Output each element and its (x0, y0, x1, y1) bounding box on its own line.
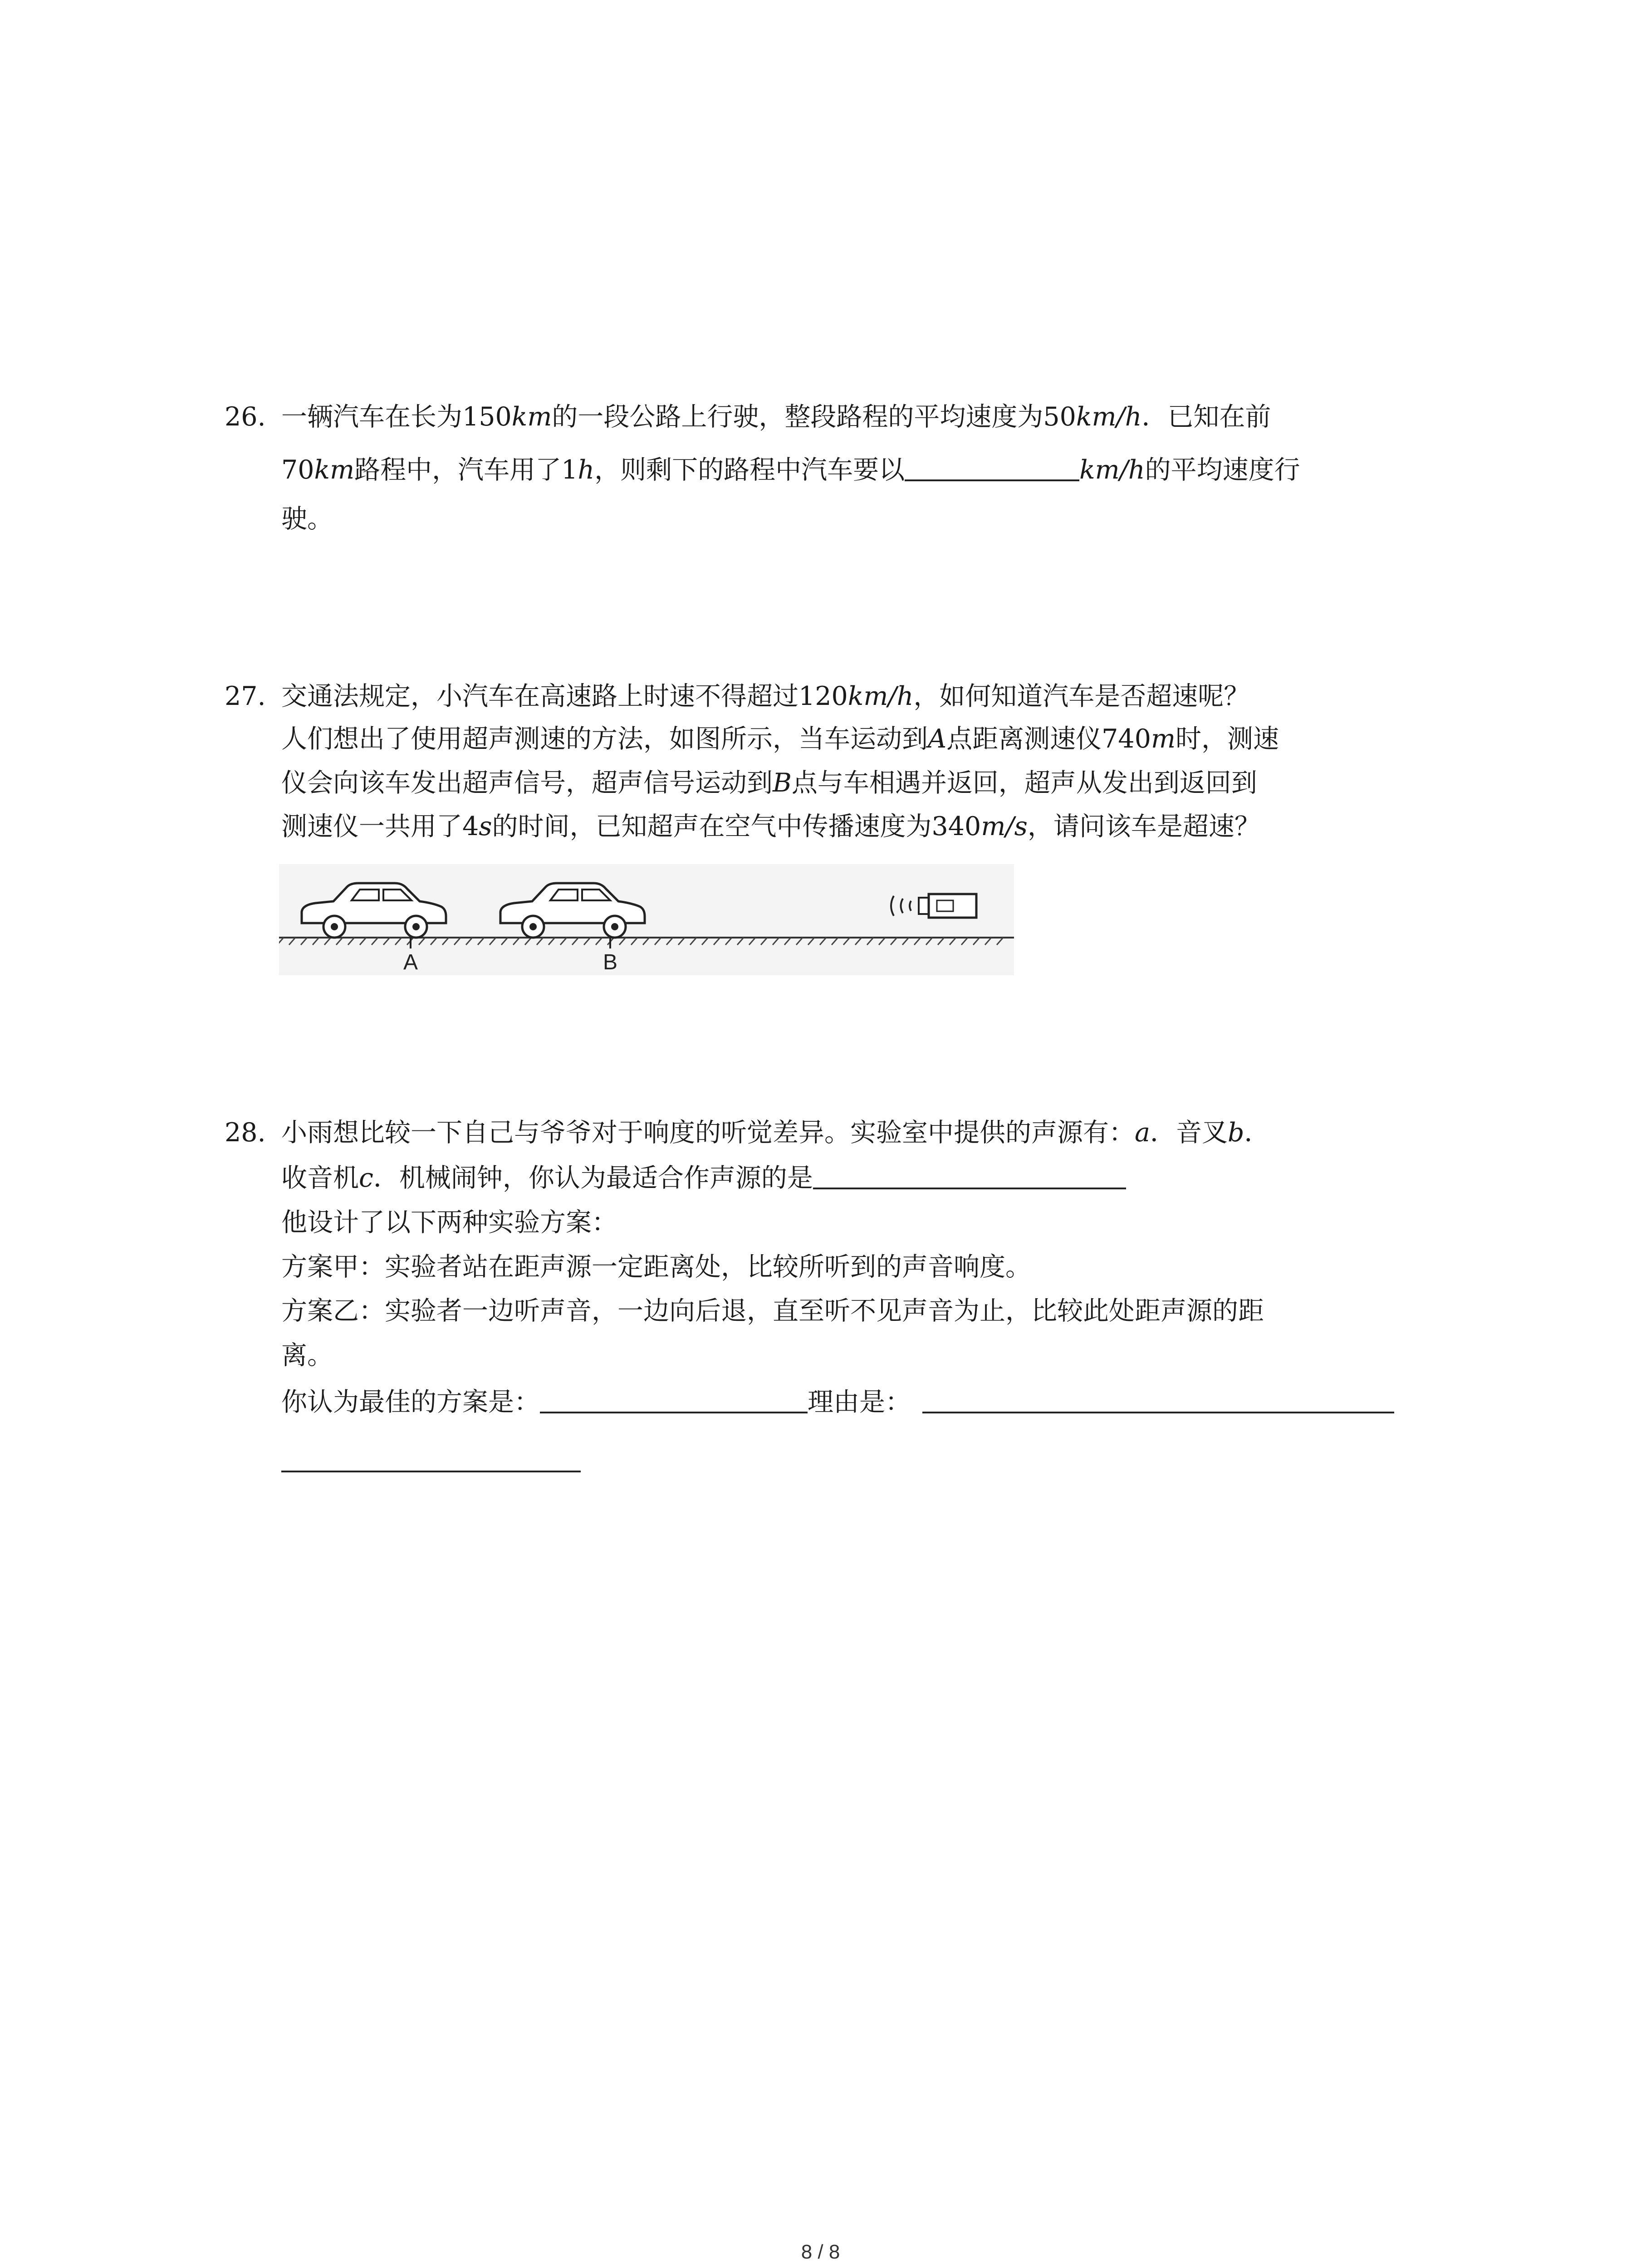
question-text: 的时间，已知超声在空气中传播速度为 (492, 811, 932, 841)
answer-blank[interactable] (922, 1388, 1394, 1413)
point-b-label: B (603, 950, 618, 974)
question-text: ，则剩下的路程中汽车要以 (594, 455, 905, 485)
question-text: 方案甲：实验者站在距声源一定距离处，比较所听到的声音响度。 (281, 1252, 1031, 1282)
unit: s (479, 811, 492, 841)
unit: m (1151, 724, 1176, 754)
answer-blank[interactable] (905, 456, 1079, 481)
value: 150 (462, 402, 512, 432)
unit: km (511, 402, 552, 432)
question-number: 27. (225, 681, 266, 711)
value: 1 (561, 455, 578, 485)
question-text: 你认为最佳的方案是： (281, 1387, 540, 1417)
question-text: ，如何知道汽车是否超速呢？ (913, 681, 1250, 711)
point-label: B (773, 768, 792, 798)
question-text: 驶。 (281, 504, 333, 534)
question-text: ．机械闹钟，你认为最适合作声源的是 (373, 1163, 813, 1193)
question-text: 人们想出了使用超声测速的方法，如图所示，当车运动到 (281, 724, 928, 754)
question-text: 时，测速 (1176, 724, 1279, 754)
question-text: 方案乙：实验者一边听声音，一边向后退，直至听不见声音为止，比较此处距声源的距 (281, 1296, 1264, 1326)
value: 120 (798, 681, 848, 711)
answer-blank[interactable] (813, 1164, 1126, 1189)
unit: m/s (981, 811, 1028, 841)
answer-blank[interactable] (281, 1471, 581, 1472)
question-text: 点与车相遇并返回，超声从发出到返回到 (791, 768, 1257, 798)
question-text: 收音机 (281, 1163, 359, 1193)
question-text: 点距离测速仪 (946, 724, 1102, 754)
question-text: 交通法规定，小汽车在高速路上时速不得超过 (281, 681, 798, 711)
question-number: 28. (225, 1118, 266, 1148)
unit: km/h (1079, 455, 1145, 485)
question-text: 的一段公路上行驶，整段路程的平均速度为 (552, 402, 1043, 432)
value: 50 (1043, 402, 1076, 432)
value: 740 (1102, 724, 1151, 754)
value: 340 (931, 811, 981, 841)
question-text: 测速仪一共用了 (281, 811, 462, 841)
question-text: 路程中，汽车用了 (354, 455, 562, 485)
question-text: 他设计了以下两种实验方案： (281, 1207, 617, 1237)
option-letter: c (359, 1163, 373, 1193)
question-text: ． (1244, 1118, 1270, 1148)
question-text: ，请问该车是超速？ (1027, 811, 1260, 841)
answer-blank[interactable] (540, 1388, 808, 1413)
value: 70 (281, 455, 314, 485)
question-text: 的平均速度行 (1145, 455, 1300, 485)
question-text: ．已知在前 (1141, 402, 1271, 432)
question-text: 小雨想比较一下自己与爷爷对于响度的听觉差异。实验室中提供的声源有： (281, 1118, 1135, 1148)
question-text: 仪会向该车发出超声信号，超声信号运动到 (281, 768, 773, 798)
unit: km/h (1076, 402, 1142, 432)
question-text: 离。 (281, 1340, 333, 1370)
option-letter: b (1227, 1118, 1244, 1148)
value: 4 (462, 811, 479, 841)
question-number: 26. (225, 402, 266, 432)
question-text: 一辆汽车在长为 (281, 402, 462, 432)
point-label: A (928, 724, 947, 754)
point-a-label: A (403, 950, 418, 974)
unit: h (578, 455, 595, 485)
page-number: 8 / 8 (801, 2241, 840, 2263)
question-text: ．音叉 (1150, 1118, 1228, 1148)
unit: km (314, 455, 355, 485)
question-text: 理由是： (808, 1387, 911, 1417)
option-letter: a (1135, 1118, 1150, 1148)
ultrasonic-speed-figure (279, 864, 1014, 975)
unit: km/h (847, 681, 914, 711)
